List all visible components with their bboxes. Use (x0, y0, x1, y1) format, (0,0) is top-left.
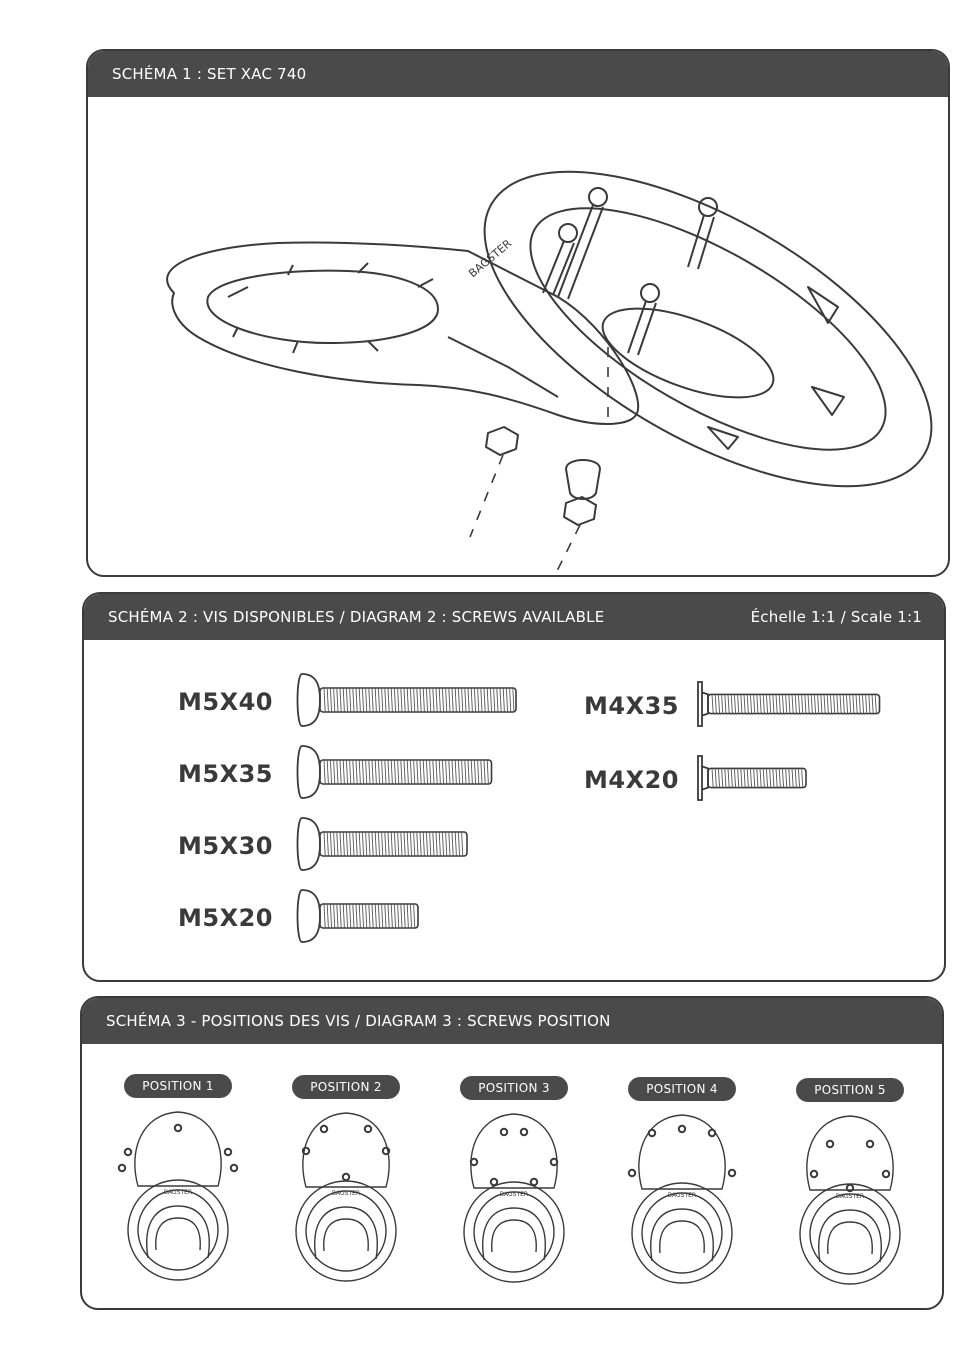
position-1-brand: BAGSTER (163, 1189, 193, 1196)
schema-3-panel (80, 996, 944, 1310)
nut-1 (486, 427, 518, 455)
schema-2-panel (82, 592, 946, 982)
schema-1-title: SCHÉMA 1 : SET XAC 740 (112, 65, 307, 83)
position-3-label: POSITION 3 (460, 1076, 568, 1100)
position-3-diagram (434, 1112, 594, 1298)
screw-label-m4x20: M4X20 (584, 766, 679, 794)
schema-2-title: SCHÉMA 2 : VIS DISPONIBLES / DIAGRAM 2 : SCREWS AVAILABLE (108, 608, 605, 626)
screw-m4x20 (698, 756, 806, 800)
scale-label: Échelle 1:1 / Scale 1:1 (750, 608, 922, 626)
position-4-brand: BAGSTER (667, 1192, 697, 1199)
nut-2 (564, 497, 596, 525)
ring-inner (496, 161, 920, 496)
position-1-diagram (98, 1110, 258, 1296)
screw-label-m5x20: M5X20 (178, 904, 273, 932)
position-5-diagram (770, 1114, 930, 1300)
position-2-brand: BAGSTER (331, 1190, 361, 1197)
screw-m5x35 (298, 746, 492, 798)
position-2-label: POSITION 2 (292, 1075, 400, 1099)
schema-1-panel (86, 49, 950, 577)
position-5-brand: BAGSTER (835, 1193, 865, 1200)
screw-m5x40 (298, 674, 517, 726)
screw-m5x30 (298, 818, 468, 870)
position-4-diagram (602, 1113, 762, 1299)
schema-3-header (82, 998, 942, 1044)
screw-4 (628, 284, 659, 355)
screw-label-m5x30: M5X30 (178, 832, 273, 860)
screw-1 (558, 188, 607, 299)
screw-m5x20 (298, 890, 419, 942)
position-3-brand: BAGSTER (499, 1191, 529, 1198)
screw-drawings (84, 640, 944, 980)
spacer (566, 460, 600, 499)
base-plate-hole (207, 271, 438, 343)
position-4-label: POSITION 4 (628, 1077, 736, 1101)
ring-brand-text: BAGSTER (466, 236, 515, 281)
screw-label-m5x40: M5X40 (178, 688, 273, 716)
schema-2-header (84, 594, 944, 640)
position-5-label: POSITION 5 (796, 1078, 904, 1102)
exploded-assembly-drawing (88, 97, 948, 575)
schema-3-title: SCHÉMA 3 - POSITIONS DES VIS / DIAGRAM 3 : SCREWS POSITION (106, 1012, 611, 1030)
position-1-label: POSITION 1 (124, 1074, 232, 1098)
screw-label-m5x35: M5X35 (178, 760, 273, 788)
schema-1-header (88, 51, 948, 97)
screw-m4x35 (698, 682, 880, 726)
ring-center-hole (592, 290, 784, 415)
screw-label-m4x35: M4X35 (584, 692, 679, 720)
position-2-diagram (266, 1111, 426, 1297)
ring-outer (436, 109, 948, 550)
